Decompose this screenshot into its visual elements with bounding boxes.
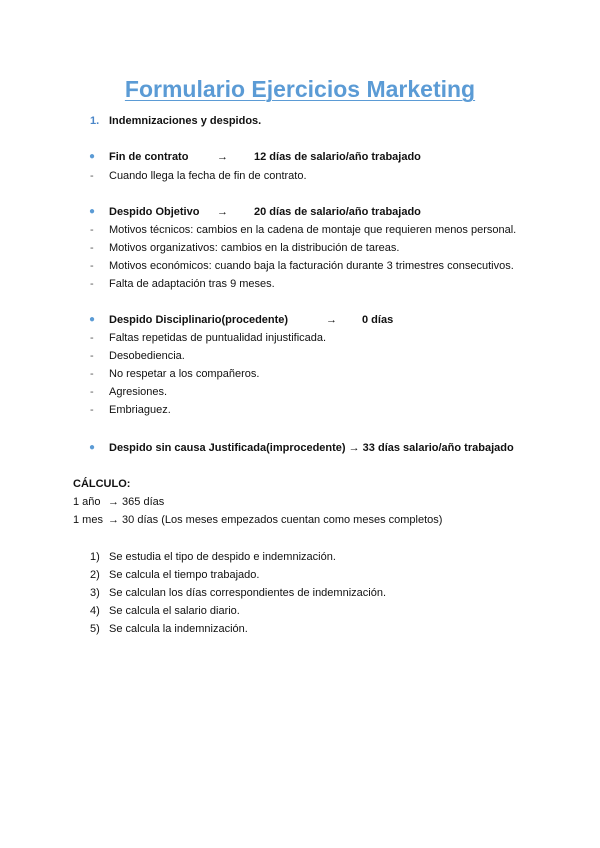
bullet-icon: ● xyxy=(89,314,96,325)
heading-number: 1. xyxy=(90,115,100,127)
calculo-heading: CÁLCULO: xyxy=(73,478,131,490)
section-value: 0 días xyxy=(362,314,394,326)
calculo-value: → 30 días (Los meses empezados cuentan como meses completos) xyxy=(108,514,443,526)
section-label: Despido sin causa Justificada(improcedente) → 33 días salario/año trabajado xyxy=(109,442,514,454)
section-label: Despido Disciplinario(procedente) xyxy=(109,314,289,326)
page-title: Formulario Ejercicios Marketing xyxy=(124,76,476,102)
calculo-unit: 1 mes xyxy=(73,514,103,526)
heading-label: Indemnizaciones y despidos. xyxy=(109,115,262,127)
section-value: 20 días de salario/año trabajado xyxy=(254,206,421,218)
section-label: Fin de contrato xyxy=(109,151,189,163)
bullet-icon: ● xyxy=(89,442,96,453)
bullet-icon: ● xyxy=(89,206,96,217)
arrow-icon: → xyxy=(326,314,337,326)
arrow-icon: → xyxy=(217,151,228,163)
arrow-icon: → xyxy=(217,206,228,218)
section-label: Despido Objetivo xyxy=(109,206,200,218)
calculo-value: → 365 días xyxy=(108,496,165,508)
bullet-icon: ● xyxy=(89,151,96,162)
calculo-unit: 1 año xyxy=(73,496,101,508)
section-value: 12 días de salario/año trabajado xyxy=(254,151,421,163)
